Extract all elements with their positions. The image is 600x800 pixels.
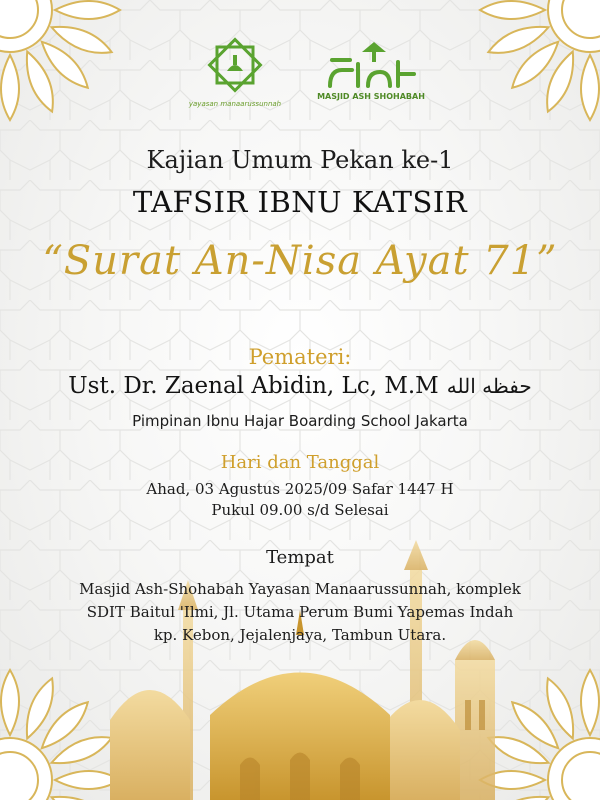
- masjid-logo-caption: MASJID ASH SHOHABAH: [317, 92, 425, 101]
- mosque-illustration: [0, 540, 600, 800]
- yayasan-logo-caption: yayasan manaarussunnah: [188, 100, 282, 108]
- event-time: Pukul 09.00 s/d Selesai: [211, 501, 389, 519]
- venue-label: Tempat: [266, 547, 334, 568]
- venue-address-line: Masjid Ash-Shohabah Yayasan Manaarussunnah, komplek: [79, 580, 521, 598]
- masjid-logo-icon: [322, 38, 422, 94]
- speaker-name: Ust. Dr. Zaenal Abidin, Lc, M.M: [68, 373, 439, 399]
- corner-mandala-top-right: [470, 0, 600, 130]
- event-title: TAFSIR IBNU KATSIR: [132, 185, 468, 219]
- speaker-honorific: حفظه الله: [446, 374, 532, 398]
- yayasan-logo-icon: [205, 33, 265, 97]
- speaker-label: Pemateri:: [248, 345, 352, 369]
- venue-address-line: SDIT Baitul 'Ilmi, Jl. Utama Perum Bumi Yapemas Indah: [86, 603, 514, 621]
- speaker-line: [0, 373, 600, 399]
- event-topic: “Surat An-Nisa Ayat 71”: [42, 238, 558, 284]
- speaker-role: Pimpinan Ibnu Hajar Boarding School Jakarta: [132, 412, 468, 430]
- event-date: Ahad, 03 Agustus 2025/09 Safar 1447 H: [146, 480, 454, 498]
- date-label: Hari dan Tanggal: [220, 452, 380, 473]
- venue-address-line: kp. Kebon, Jejalenjaya, Tambun Utara.: [153, 626, 447, 644]
- corner-mandala-top-left: [0, 0, 130, 130]
- event-subtitle: Kajian Umum Pekan ke-1: [146, 146, 454, 174]
